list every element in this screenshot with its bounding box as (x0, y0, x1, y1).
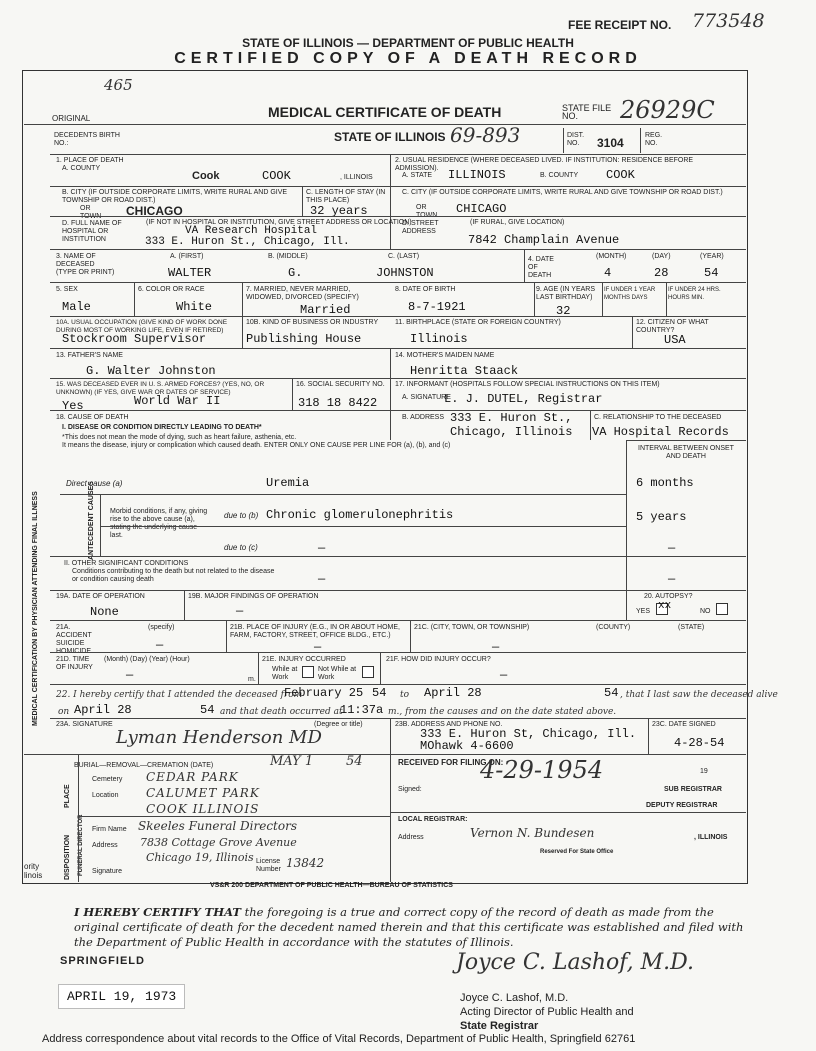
reserved-label: Reserved For State Office (540, 849, 614, 855)
other-conditions-label: II. OTHER SIGNIFICANT CONDITIONS (64, 560, 189, 567)
illinois-label: , ILLINOIS (340, 174, 373, 181)
middle-name: G. (288, 266, 303, 280)
handwritten-number: 465 (104, 76, 133, 94)
disease-label: I. DISEASE OR CONDITION DIRECTLY LEADING TO DEATH* (62, 424, 262, 431)
injury-how-dash: — (500, 668, 508, 682)
last-name: JOHNSTON (376, 266, 434, 280)
injury-state-label: (STATE) (678, 624, 705, 631)
due-to-b: Chronic glomerulonephritis (266, 508, 454, 522)
last-name-label: C. (LAST) (388, 253, 420, 260)
direct-cause-label: Direct cause (a) (66, 479, 123, 488)
relationship-label: C. RELATIONSHIP TO THE DECEASED (594, 414, 722, 421)
autopsy-no-box (716, 603, 728, 615)
occupation-label: 10A. USUAL OCCUPATION (GIVE KIND OF WORK DONE DURING MOST OF WORKING LIFE, EVEN IF RETIRED) (56, 319, 228, 334)
certify-text-2: , that I last saw the deceased alive (620, 690, 778, 700)
firm-name-label: Firm Name (92, 826, 127, 833)
state-number: 69-893 (450, 123, 521, 147)
state-file-number: 26929C (620, 96, 715, 124)
stay-label: C. LENGTH OF STAY (IN THIS PLACE) (306, 189, 386, 204)
hospital-address: 333 E. Huron St., Chicago, Ill. (145, 236, 350, 248)
injury-time-dash: — (126, 668, 134, 682)
residence-street: 7842 Champlain Avenue (468, 233, 620, 247)
informant-address-2: Chicago, Illinois (450, 425, 573, 439)
father-label: 13. FATHER'S NAME (56, 352, 123, 359)
attended-to: April 28 (424, 686, 482, 700)
death-city: CHICAGO (126, 204, 183, 218)
residence-city: CHICAGO (456, 202, 507, 216)
other-conditions-note: Conditions contributing to the death but not related to the disease or condition causing death (72, 568, 275, 583)
relationship: VA Hospital Records (592, 425, 729, 439)
business: Publishing House (246, 332, 362, 346)
dist-number: 3104 (597, 136, 624, 150)
cause-label: 18. CAUSE OF DEATH (56, 414, 129, 421)
registrar-title-1: Acting Director of Public Health and (460, 1006, 634, 1018)
informant-label: 17. INFORMANT (HOSPITALS FOLLOW SPECIAL INSTRUCTIONS ON THIS ITEM) (395, 381, 660, 388)
certification-statement (74, 905, 754, 950)
location-1: CALUMET PARK (146, 786, 260, 800)
injury-time-label: 21D. TIME OF INJURY (56, 656, 93, 671)
registrar-title-2: State Registrar (460, 1020, 539, 1032)
mother-name: Henritta Staack (410, 364, 519, 378)
father-name: G. Walter Johnston (86, 364, 216, 378)
date-signed-label: 23C. DATE SIGNED (652, 721, 716, 728)
time-of-death: 11:37a (340, 703, 384, 717)
dist-label: DIST. NO. (567, 132, 585, 147)
injury-county-label: (COUNTY) (596, 624, 631, 631)
social-security-number: 318 18 8422 (298, 396, 378, 410)
residence-county: COOK (606, 168, 635, 182)
agency-name: STATE OF ILLINOIS — DEPARTMENT OF PUBLIC HEALTH (242, 36, 574, 50)
place-of-death-label: 1. PLACE OF DEATH (56, 157, 124, 164)
injury-city-dash: — (492, 640, 500, 654)
physician-signature: Lyman Henderson MD (116, 727, 322, 748)
other-conditions-dash: — (318, 572, 326, 586)
firm-address-1: 7838 Cottage Grove Avenue (140, 836, 297, 849)
name-label: 3. NAME OF DECEASED (TYPE OR PRINT) (56, 253, 115, 276)
death-day: 28 (654, 266, 669, 280)
ssn-label: 16. SOCIAL SECURITY NO. (296, 381, 385, 388)
attended-from-year: 54 (372, 686, 387, 700)
under-24-hrs-label: IF UNDER 24 HRS. HOURS MIN. (668, 287, 721, 301)
while-at-work-label: While at Work (272, 666, 298, 681)
county-label: A. COUNTY (62, 165, 101, 172)
injury-how-label: 21F. HOW DID INJURY OCCUR? (386, 656, 491, 663)
local-illinois: , ILLINOIS (694, 834, 728, 841)
street-note: (IF RURAL, GIVE LOCATION) (470, 219, 565, 226)
received-label: RECEIVED FOR FILING ON: (398, 758, 504, 767)
form-footer: VS&R 200 DEPARTMENT OF PUBLIC HEALTH—BUREAU OF STATISTICS (210, 882, 453, 889)
age: 32 (556, 304, 571, 318)
reg-label: REG. NO. (645, 132, 663, 147)
date-signed: 4-28-54 (674, 736, 725, 750)
accident-dash: — (156, 638, 164, 652)
original-label: ORIGINAL (52, 114, 91, 123)
certify-on: on (58, 707, 70, 717)
certify-to: to (400, 690, 410, 700)
first-name-label: A. (FIRST) (170, 253, 204, 260)
hospital-note: (IF NOT IN HOSPITAL OR INSTITUTION, GIVE STREET ADDRESS OR LOCATION) (146, 219, 412, 226)
hospital-name: VA Research Hospital (185, 225, 318, 237)
not-while-label: Not While at Work (318, 666, 357, 681)
due-b-label: due to (b) (224, 511, 259, 520)
decedents-birth-label: DECEDENTS BIRTH NO.: (54, 132, 120, 147)
due-c-label: due to (c) (224, 543, 258, 552)
death-year: 54 (704, 266, 719, 280)
signed-label: Signed: (398, 786, 422, 793)
autopsy-label: 20. AUTOPSY? (644, 593, 693, 600)
certification-city: SPRINGFIELD (60, 955, 145, 967)
burial-year: 54 (346, 754, 363, 769)
local-registrar-signature: Vernon N. Bundesen (470, 826, 595, 840)
license-number: 13842 (286, 856, 325, 870)
county-pre: Cook (192, 170, 220, 182)
disposition-side-label: DISPOSITION (64, 834, 71, 880)
attended-from: February 25 (284, 686, 364, 700)
residence-label: 2. USUAL RESIDENCE (WHERE DECEASED LIVED. IF INSTITUTION: RESIDENCE BEFORE ADMISSION). (395, 157, 694, 172)
race-label: 6. COLOR OR RACE (138, 286, 205, 293)
month-label: (MONTH) (596, 253, 627, 260)
birthplace-label: 11. BIRTHPLACE (STATE OR FOREIGN COUNTRY) (395, 319, 561, 326)
fd-signature-label: Signature (92, 868, 122, 875)
direct-cause: Uremia (266, 476, 310, 490)
mother-label: 14. MOTHER'S MAIDEN NAME (395, 352, 495, 359)
business-label: 10B. KIND OF BUSINESS OR INDUSTRY (246, 319, 379, 326)
sex-label: 5. SEX (56, 286, 78, 293)
residence-or-town: OR TOWN (416, 204, 438, 219)
sub-registrar-label: SUB REGISTRAR (664, 786, 722, 793)
physician-addr-label: 23B. ADDRESS AND PHONE NO. (395, 721, 503, 728)
injury-time-cols: (Month) (Day) (Year) (Hour) (104, 656, 190, 663)
registrar-name: Joyce C. Lashof, M.D. (460, 992, 569, 1004)
certification-text: the foregoing is a true and correct copy of the record of death as made from the original certificate of death for the decedent named therein and that this certificate was established and filed with the Department of Public Health in accordance with the statutes of Illinois. (74, 905, 744, 949)
informant-address-1: 333 E. Huron St., (450, 411, 573, 425)
not-while-box (362, 666, 374, 678)
certify-text-3: and that death occurred at (220, 707, 343, 717)
street-label: D. STREET ADDRESS (402, 220, 439, 235)
direct-cause-interval: 6 months (636, 476, 694, 490)
correspondence-note: Address correspondence about vital records to the Office of Vital Records, Department of Public Health, Springfield 62761 (42, 1033, 636, 1045)
birthplace: Illinois (410, 332, 468, 346)
marital-label: 7. MARRIED, NEVER MARRIED, WIDOWED, DIVORCED (SPECIFY) (246, 286, 359, 301)
due-to-b-interval: 5 years (636, 510, 687, 524)
state-file-label: STATE FILE NO. (562, 103, 612, 121)
firm-address-2: Chicago 19, Illinois (146, 851, 254, 864)
day-label: (DAY) (652, 253, 671, 260)
interval-label: INTERVAL BETWEEN ONSET AND DEATH (638, 445, 734, 460)
morbid-label: Morbid conditions, if any, giving rise to the above cause (a), stating the underlying cause last. (110, 508, 208, 539)
cause-note-1: *This does not mean the mode of dying, such as heart failure, asthenia, etc. (62, 434, 297, 441)
residence-county-label: B. COUNTY (540, 172, 579, 179)
death-county: COOK (262, 169, 291, 183)
sex: Male (62, 300, 91, 314)
registrar-signature: Joyce C. Lashof, M.D. (456, 950, 695, 975)
war-service: World War II (134, 394, 221, 408)
while-at-work-box (302, 666, 314, 678)
marital-status: Married (300, 303, 351, 317)
injury-city-label: 21C. (CITY, TOWN, OR TOWNSHIP) (414, 624, 530, 631)
autopsy-mark: xx (658, 600, 672, 612)
certify-text-1: 22. I hereby certify that I attended the deceased from (56, 690, 303, 700)
autopsy-yes-label: YES (636, 608, 651, 615)
received-date: 4-29-1954 (480, 756, 604, 784)
cause-note-2: It means the disease, injury or complication which caused death. ENTER ONLY ONE CAUSE PER LINE FOR (a), (b), and (c) (62, 442, 451, 449)
physician-address: 333 E. Huron St, Chicago, Ill. (420, 727, 637, 741)
hospital-label: D. FULL NAME OF HOSPITAL OR INSTITUTION (62, 220, 122, 243)
location-2: COOK ILLINOIS (146, 802, 260, 816)
burial-label: BURIAL—REMOVAL—CREMATION (DATE) (74, 762, 214, 769)
certification-date: APRIL 19, 1973 (58, 984, 185, 1009)
injury-occurred-label: 21E. INJURY OCCURRED (262, 656, 346, 663)
age-label: 9. AGE (IN YEARS LAST BIRTHDAY) (536, 286, 596, 301)
race: White (176, 300, 213, 314)
burial-date: MAY 1 (270, 754, 314, 769)
date-of-death-label: 4. DATE OF DEATH (528, 256, 554, 279)
citizen-label: 12. CITIZEN OF WHAT COUNTRY? (636, 319, 709, 334)
informant-addr-label: B. ADDRESS (402, 414, 445, 421)
certification-lead: I HEREBY CERTIFY THAT (74, 905, 241, 919)
cemetery-label: Cemetery (92, 776, 123, 783)
length-of-stay: 32 years (310, 204, 368, 218)
fee-receipt-label: FEE RECEIPT NO. (568, 18, 672, 32)
last-alive-year: 54 (200, 703, 215, 717)
funeral-director-side-label: FUNERAL DIRECTOR (78, 814, 84, 876)
firm-name: Skeeles Funeral Directors (138, 819, 297, 833)
findings-dash: — (236, 604, 244, 618)
injury-m-label: m. (248, 676, 256, 683)
antecedent-label: ANTECEDENT CAUSES (88, 481, 95, 560)
license-label: License Number (256, 858, 281, 873)
armed-forces: Yes (62, 399, 84, 413)
operation-date-label: 19A. DATE OF OPERATION (56, 593, 145, 600)
physician-phone: MOhawk 4-6600 (420, 739, 514, 753)
residence-state: ILLINOIS (448, 168, 506, 182)
informant-sig-label: A. SIGNATURE (402, 394, 451, 401)
middle-name-label: B. (MIDDLE) (268, 253, 308, 260)
place-side-label: PLACE (64, 784, 71, 808)
signature-label: 23A. SIGNATURE (56, 721, 113, 728)
due-c-dash: — (318, 541, 326, 555)
physician-side-label: MEDICAL CERTIFICATION BY PHYSICIAN ATTENDING FINAL ILLNESS (32, 491, 39, 726)
autopsy-no-label: NO (700, 608, 711, 615)
operation-date: None (90, 605, 119, 619)
certificate-heading: MEDICAL CERTIFICATE OF DEATH (268, 104, 502, 120)
city-label: B. CITY (IF OUTSIDE CORPORATE LIMITS, WRITE RURAL AND GIVE TOWNSHIP OR ROAD DIST.) (62, 189, 288, 204)
residence-city-label: C. CITY (IF OUTSIDE CORPORATE LIMITS, WRITE RURAL AND GIVE TOWNSHIP OR ROAD DIST.) (402, 189, 723, 196)
residence-state-label: A. STATE (402, 172, 433, 179)
under-one-year-label: IF UNDER 1 YEAR MONTHS DAYS (604, 287, 656, 301)
deputy-registrar-label: DEPUTY REGISTRAR (646, 802, 718, 809)
citizenship: USA (664, 333, 686, 347)
last-alive-date: April 28 (74, 703, 132, 717)
findings-label: 19B. MAJOR FINDINGS OF OPERATION (188, 593, 319, 600)
location-label: Location (92, 792, 119, 799)
margin-text: ority linois (24, 862, 43, 880)
firm-address-label: Address (92, 842, 118, 849)
specify-label: (specify) (148, 624, 175, 631)
received-year-label: 19 (700, 768, 708, 775)
local-registrar-label: LOCAL REGISTRAR: (398, 816, 468, 823)
degree-label: (Degree or title) (314, 721, 363, 728)
death-month: 4 (604, 266, 612, 280)
other-interval-dash: — (668, 572, 676, 586)
occupation: Stockroom Supervisor (62, 332, 207, 346)
accident-label: 21A. ACCIDENT SUICIDE HOMICIDE (56, 624, 92, 655)
first-name: WALTER (168, 266, 212, 280)
due-c-interval-dash: — (668, 541, 676, 555)
attended-to-year: 54 (604, 686, 619, 700)
injury-place-label: 21B. PLACE OF INJURY (E.G., IN OR ABOUT HOME, FARM, FACTORY, STREET, OFFICE BLDG., ETC.) (230, 624, 400, 639)
fee-receipt-number: 773548 (692, 10, 765, 32)
local-address-label: Address (398, 834, 424, 841)
injury-place-dash: — (314, 640, 322, 654)
document-title: CERTIFIED COPY OF A DEATH RECORD (174, 50, 642, 67)
armed-forces-label: 15. WAS DECEASED EVER IN U. S. ARMED FORCES? (YES, NO, OR UNKNOWN) (IF YES, GIVE WAR OR DATES OF SERVICE) (56, 381, 265, 396)
state-of-illinois-label: STATE OF ILLINOIS (334, 130, 446, 144)
birth-date-label: 8. DATE OF BIRTH (395, 286, 456, 293)
certify-text-4: m., from the causes and on the date stated above. (388, 707, 617, 717)
birth-date: 8-7-1921 (408, 300, 466, 314)
cemetery: CEDAR PARK (146, 770, 239, 784)
year-label: (YEAR) (700, 253, 724, 260)
informant-name: L. J. DUTEL, Registrar (444, 392, 603, 406)
or-town-label: OR TOWN (80, 205, 102, 220)
